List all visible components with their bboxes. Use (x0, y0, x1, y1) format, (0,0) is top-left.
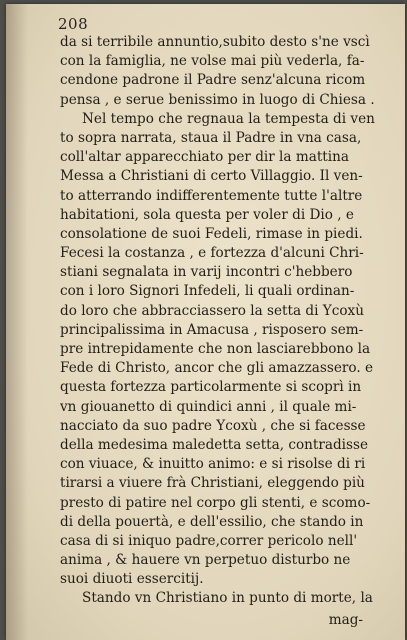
text-line: to atterrando indifferentemente tutte l'altre (60, 187, 363, 204)
text-line: cendone padrone il Padre senz'alcuna ricom (60, 72, 366, 89)
text-line: Messa a Christiani di certo Villaggio. Il ven- (60, 168, 363, 185)
text-line: habitationi, sola questa per voler di Dio , e (60, 206, 354, 223)
text-line: questa fortezza particolarmente si scoprì in (60, 379, 362, 396)
paragraph-start-line: Stando vn Christiano in punto di morte, la (82, 590, 373, 607)
text-line: pensa , e serue benissimo in luogo di Chiesa . (60, 91, 375, 108)
text-line: Fede di Christo, ancor che gli amazzassero. e (60, 360, 374, 377)
catchword: mag- (328, 612, 363, 628)
text-line: Fecesi la costanza , e fortezza d'alcuni Chri- (60, 245, 364, 262)
text-line: casa di si iniquo padre,correr pericolo nell' (60, 532, 358, 549)
text-line: principalissima in Amacusa , risposero sem- (60, 321, 364, 338)
text-line: consolatione de suoi Fedeli, rimase in piedi. (60, 225, 363, 242)
page-spine-shadow (6, 4, 28, 640)
text-line: stiani segnalata in varij incontri c'hebbero (60, 264, 353, 281)
text-line: anima , & hauere vn perpetuo disturbo ne (60, 552, 351, 569)
text-line: nacciato da suo padre Ycoxù , che si facesse (60, 417, 366, 434)
text-line: do loro che abbracciassero la setta di Ycoxù (60, 302, 364, 319)
text-line: con la famiglia, ne volse mai più vederla, fa- (60, 53, 365, 70)
text-line: con viuace, & inuitto animo: e si risolse di ri (60, 456, 366, 473)
text-line: tirarsi a viuere frà Christiani, eleggendo più (60, 475, 365, 492)
text-line: pre intrepidamente che non lasciarebbono la (60, 341, 371, 357)
book-page (6, 4, 405, 640)
body-text (60, 33, 400, 609)
text-line: suoi diuoti essercitij. (60, 571, 204, 588)
text-line: di della pouertà, e dell'essilio, che stando in (60, 513, 364, 530)
paragraph-start-line: Nel tempo che regnaua la tempesta di ven (82, 110, 375, 127)
text-line: presto di patire nel corpo gli stenti, e scomo- (60, 494, 371, 511)
text-line: con i loro Signori Infedeli, li quali ordinan- (60, 283, 355, 300)
page-number: 208 (58, 15, 89, 33)
text-line: vn giouanetto di quindici anni , il quale mi- (60, 398, 357, 415)
text-line: to sopra narrata, staua il Padre in vna casa, (60, 129, 362, 146)
text-line: da si terribile annuntio,subito desto s'ne vscì (60, 34, 370, 50)
text-line: coll'altar apparecchiato per dir la mattina (60, 149, 349, 166)
text-line: della medesima maledetta setta, contradisse (60, 436, 369, 453)
